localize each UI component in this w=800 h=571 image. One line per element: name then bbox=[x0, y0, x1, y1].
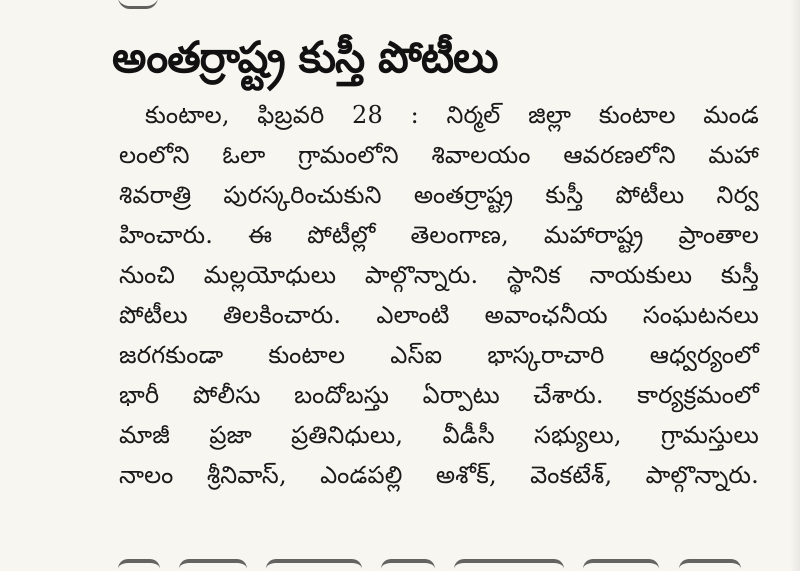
article-body-line: నుంచి మల్లయోధులు పాల్గొన్నారు. స్థానిక నాయకులు కుస్తీ bbox=[119, 261, 759, 289]
glyph-fragment bbox=[266, 559, 362, 571]
glyph-fragment bbox=[118, 559, 160, 571]
article-body-line: కుంటాల, ఫిబ్రవరి 28 : నిర్మల్ జిల్లా కుంటాల మండ bbox=[145, 101, 759, 129]
article-body-line: శివరాత్రి పురస్కరించుకుని అంతర్రాష్ట్ర కుస్తీ పోటీలు నిర్వ bbox=[119, 181, 759, 209]
glyph-fragment bbox=[583, 559, 659, 571]
page-edge-shadow bbox=[790, 0, 800, 571]
article-body-line: జరగకుండా కుంటాల ఎస్ఐ భాస్కరాచారి ఆధ్వర్యంలో bbox=[119, 341, 759, 369]
article-body-line: హించారు. ఈ పోటీల్లో తెలంగాణ, మహారాష్ట్ర ప్రాంతాల bbox=[119, 221, 759, 249]
article-body-line: మాజీ ప్రజా ప్రతినిధులు, వీడీసీ సభ్యులు, గ్రామస్తులు bbox=[119, 421, 759, 449]
article-body-line: పోటీలు తిలకించారు. ఎలాంటి అవాంఛనీయ సంఘటనలు bbox=[119, 301, 759, 329]
cropped-text-fragment-bottom bbox=[118, 558, 758, 571]
article-body-line: భారీ పోలీసు బందోబస్తు ఏర్పాటు చేశారు. కార్యక్రమంలో bbox=[119, 381, 759, 409]
glyph-fragment bbox=[454, 559, 564, 571]
glyph-fragment bbox=[679, 559, 741, 571]
article-body-line: లంలోని ఓలా గ్రామంలోని శివాలయం ఆవరణలోని మహా bbox=[119, 141, 759, 169]
article-headline: అంతర్రాష్ట్ర కుస్తీ పోటీలు bbox=[112, 33, 498, 83]
glyph-fragment bbox=[179, 559, 247, 571]
article-body bbox=[119, 95, 759, 495]
glyph-fragment bbox=[381, 559, 435, 571]
cropped-text-fragment-top bbox=[118, 0, 158, 9]
article-body-line: నాలం శ్రీనివాస్, ఎండపల్లి అశోక్, వెంకటేశ్, పాల్గొన్నారు. bbox=[119, 461, 759, 489]
